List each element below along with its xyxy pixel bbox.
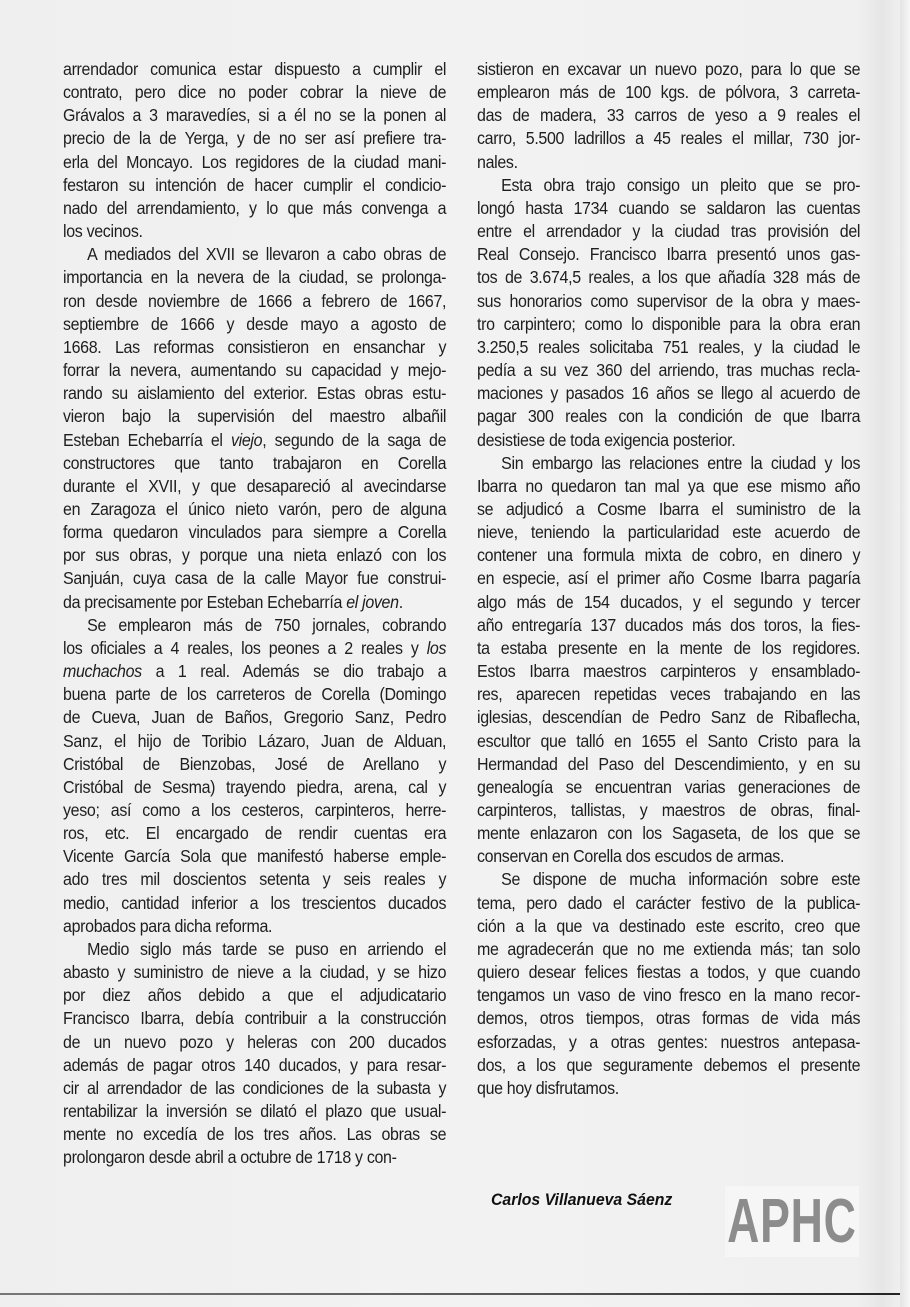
text-line: demos, otros tiempos, otras formas de vida más (477, 1008, 861, 1029)
text-line: Real Consejo. Francisco Ibarra presentó unos gas- (477, 244, 861, 265)
text-line: maciones y pasados 16 años se llego al acuerdo de (477, 383, 861, 404)
paragraph (477, 452, 860, 869)
text-line: yeso; así como a los cesteros, carpinteros, herre- (63, 800, 447, 820)
text-line: tro carpintero; como lo disponible para la obra eran (477, 313, 861, 334)
text-line: entre el arrendador y la ciudad tras provisión del (477, 221, 861, 242)
text-line: escultor que talló en 1655 el Santo Cristo para la (477, 730, 861, 751)
text-line: año entregaría 137 ducados más dos toros, la fies- (477, 614, 861, 635)
text-line: precio de la de Yerga, y de no ser así prefiere tra- (63, 128, 447, 149)
text-line: Esta obra trajo consigo un pleito que se pro- (501, 174, 861, 195)
paragraph (477, 868, 860, 1100)
text-line: rentabilizar la inversión se dilató el plazo que usual- (63, 1101, 447, 1122)
text-line: contener una formula mixta de cobro, en dinero y (477, 545, 861, 566)
text-line: carro, 5.500 ladrillos a 45 reales el millar, 730 jor- (477, 128, 861, 149)
text-line: Cristóbal de Bienzobas, José de Arellano y (63, 753, 447, 774)
text-line: dos, a los que seguramente debemos el presente (477, 1054, 861, 1075)
text-line: Sin embargo las relaciones entre la ciudad y los (501, 452, 861, 473)
text-line: Se emplearon más de 750 jornales, cobrando (87, 614, 447, 635)
text-line: mente enlazaron con los Sagaseta, de los que se (477, 823, 861, 844)
text-line: Grávalos a 3 maravedíes, si a él no se la ponen al (63, 105, 447, 126)
text-line: rando su aislamiento del exterior. Estas obras estu- (63, 383, 447, 404)
text-line: ron desde noviembre de 1666 a febrero de 1667, (63, 290, 447, 311)
text-line: ros, etc. El encargado de rendir cuentas era (63, 823, 447, 844)
text-line: algo más de 154 ducados, y el segundo y tercer (477, 591, 861, 612)
author-signature: Carlos Villanueva Sáenz (491, 1190, 673, 1209)
right-column (477, 58, 860, 1100)
page-edge-shadow (900, 0, 910, 1307)
text-line: Se dispone de mucha información sobre este (501, 869, 861, 890)
bottom-page-rule (0, 1293, 910, 1295)
text-line: sistieron en excavar un nuevo pozo, para lo que se (477, 59, 861, 79)
text-line: longó hasta 1734 cuando se saldaron las cuentas (477, 197, 861, 218)
text-line: por diez años debido a que el adjudicatario (63, 985, 447, 1006)
paragraph (63, 938, 446, 1170)
text-line: esforzadas, y a otras gentes: nuestros antepasa- (477, 1031, 861, 1052)
text-line: nado del arrendamiento, y lo que más convenga a (63, 197, 447, 218)
paragraph (63, 58, 446, 243)
text-line: durante el XVII, y que desapareció al avecindarse (63, 475, 447, 496)
text-line: mente no excedía de los tres años. Las obras se (63, 1124, 447, 1145)
text-line: me agradecerán que no me extienda más; tan solo (477, 938, 861, 959)
text-line: que hoy disfrutamos. (477, 1077, 619, 1098)
text-line: das de madera, 33 carros de yeso a 9 reales el (477, 105, 861, 126)
text-line: Estos Ibarra maestros carpinteros y ensamblado- (477, 661, 861, 682)
text-line: se adjudicó a Cosme Ibarra el suministro de la (477, 498, 861, 519)
logo-text: APHC (727, 1186, 857, 1256)
text-line: pedía a su vez 360 del arriendo, tras muchas recla- (477, 360, 861, 381)
text-line: Cristóbal de Sesma) trayendo piedra, arena, cal y (63, 776, 447, 797)
text-line: septiembre de 1666 y desde mayo a agosto de (63, 313, 447, 334)
text-line: quiero desear felices fiestas a todos, y que cuando (477, 962, 861, 983)
text-line: arrendador comunica estar dispuesto a cumplir el (63, 59, 447, 79)
text-line: forrar la nevera, aumentando su capacidad y mejo- (63, 360, 447, 381)
paragraph (63, 243, 446, 614)
text-line: por sus obras, y porque una nieta enlazó con los (63, 545, 447, 566)
text-line: además de pagar otros 140 ducados, y para resar- (63, 1054, 447, 1075)
text-line: erla del Moncayo. Los regidores de la ciudad mani- (63, 151, 447, 172)
text-line: ado tres mil doscientos setenta y seis reales y (63, 869, 447, 890)
text-line: los vecinos. (63, 221, 143, 242)
text-line: Ibarra no quedaron tan mal ya que ese mismo año (477, 475, 861, 496)
text-line: ta estaba presente en la mente de los regidores. (477, 637, 861, 658)
text-line: buena parte de los carreteros de Corella (Domingo (63, 684, 447, 705)
text-line: A mediados del XVII se llevaron a cabo obras de (87, 244, 447, 265)
text-line: nales. (477, 151, 518, 172)
text-line: emplearon más de 100 kgs. de pólvora, 3 carreta- (477, 82, 861, 103)
text-line: Esteban Echebarría el viejo, segundo de la saga de (63, 429, 447, 450)
text-line: de un nuevo pozo y heleras con 200 ducados (63, 1031, 447, 1052)
text-line: abasto y suministro de nieve a la ciudad, y se hizo (63, 962, 447, 983)
text-line: desistiese de toda exigencia posterior. (477, 429, 736, 450)
text-line: iglesias, descendían de Pedro Sanz de Ribaflecha, (477, 707, 861, 728)
paragraph (63, 614, 446, 938)
text-line: cir al arrendador de las condiciones de la subasta y (63, 1077, 447, 1098)
text-line: tos de 3.674,5 reales, a los que añadía 328 más de (477, 267, 861, 288)
text-line: los oficiales a 4 reales, los peones a 2 reales y los (63, 637, 447, 658)
text-line: Vicente García Sola que manifestó haberse emple- (63, 846, 447, 867)
text-line: ción a la que va destinado este escrito, creo que (477, 915, 861, 936)
text-line: vieron bajo la supervisión del maestro albañil (63, 406, 447, 427)
text-line: festaron su intención de hacer cumplir el condicio- (63, 174, 447, 195)
text-line: de Cueva, Juan de Baños, Gregorio Sanz, Pedro (63, 707, 447, 728)
text-line: contrato, pero dice no poder cobrar la nieve de (63, 82, 447, 103)
text-line: 1668. Las reformas consistieron en ensanchar y (63, 336, 447, 357)
text-line: tema, pero dado el carácter festivo de la publica- (477, 892, 861, 913)
text-line: Francisco Ibarra, debía contribuir a la construcción (63, 1008, 447, 1029)
text-line: en especie, así el primer año Cosme Ibarra pagaría (477, 568, 861, 589)
text-line: 3.250,5 reales solicitaba 751 reales, y la ciudad le (477, 336, 861, 357)
paragraph (477, 174, 860, 452)
text-line: muchachos a 1 real. Además se dio trabajo a (63, 661, 447, 682)
text-line: conservan en Corella dos escudos de armas. (477, 846, 785, 867)
left-column (63, 58, 446, 1170)
paragraph (477, 58, 860, 174)
text-line: Hermandad del Paso del Descendimiento, y en su (477, 753, 861, 774)
text-line: carpinteros, tallistas, y maestros de obras, final- (477, 800, 861, 820)
text-line: en Zaragoza el único nieto varón, pero de alguna (63, 498, 447, 519)
aphc-logo (725, 1186, 859, 1257)
text-line: aprobados para dicha reforma. (63, 915, 273, 936)
text-line: forma quedaron vinculados para siempre a Corella (63, 522, 447, 543)
text-line: Medio siglo más tarde se puso en arriendo el (87, 938, 447, 959)
text-line: tengamos un vaso de vino fresco en la mano recor- (477, 985, 861, 1006)
text-line: sus honorarios como supervisor de la obra y maes- (477, 290, 861, 311)
text-line: Sanz, el hijo de Toribio Lázaro, Juan de Alduan, (63, 730, 447, 751)
text-line: Sanjuán, cuya casa de la calle Mayor fue construi- (63, 568, 447, 589)
text-line: da precisamente por Esteban Echebarría el joven. (63, 591, 403, 612)
text-line: genealogía se encuentran varias generaciones de (477, 776, 861, 797)
text-line: res, aparecen repetidas veces trabajando en las (477, 684, 861, 705)
text-line: pagar 300 reales con la condición de que Ibarra (477, 406, 861, 427)
text-line: medio, cantidad inferior a los trescientos ducados (63, 892, 447, 913)
text-line: constructores que tanto trabajaron en Corella (63, 452, 447, 473)
text-line: importancia en la nevera de la ciudad, se prolonga- (63, 267, 447, 288)
text-line: nieve, teniendo la particularidad este acuerdo de (477, 522, 861, 543)
text-line: prolongaron desde abril a octubre de 1718 y con- (63, 1147, 397, 1168)
